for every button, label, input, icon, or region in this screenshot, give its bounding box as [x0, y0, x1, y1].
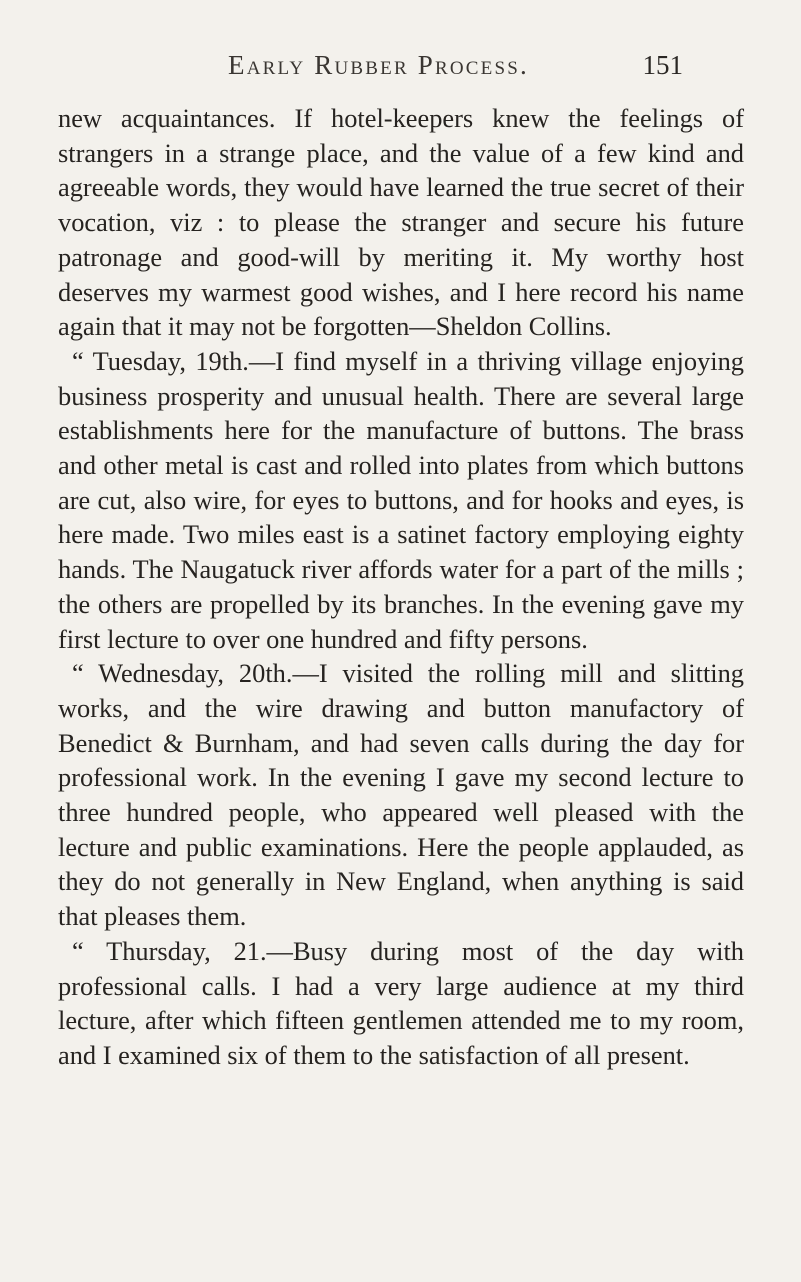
page-number: 151 — [642, 50, 683, 80]
body-text — [58, 101, 744, 1073]
paragraph-tuesday: “ Tuesday, 19th.—I find myself in a thriving village enjoying business prosperity and unusual health. There are several large establishments here for the manufacture of buttons. The brass and other metal is cast and rolled into plates from which buttons are cut, also wire, for eyes to buttons, and for hooks and eyes, is here made. Two miles east is a satinet factory employing eighty hands. The Naugatuck river affords water for a part of the mills ; the others are propelled by its branches. In the evening gave my first lecture to over one hundred and fifty persons. — [58, 345, 744, 654]
paragraph-wednesday: “ Wednesday, 20th.—I visited the rolling mill and slitting works, and the wire drawing and button manufactory of Benedict & Burnham, and had seven calls during the day for professional work. In the evening I gave my second lecture to three hundred people, who appeared well pleased with the lecture and public examinations. Here the people applauded, as they do not generally in New England, when anything is said that pleases them. — [58, 658, 744, 932]
running-head — [0, 50, 801, 90]
paragraph-continuation: new acquaintances. If hotel-keepers knew the feelings of strangers in a strange place, and the value of a few kind and agreeable words, they would have learned the true secret of their vocation, viz : to please the stranger and secure his future patronage and good-will by meriting it. My worthy host deserves my warmest good wishes, and I here record his name again that it may not be forgotten—Sheldon Collins. — [58, 103, 744, 342]
running-title: Early Rubber Process. — [228, 50, 529, 80]
paragraph-thursday: “ Thursday, 21.—Busy during most of the day with professional calls. I had a very large audience at my third lecture, after which fifteen gentlemen attended me to my room, and I examined six of them to the satisfaction of all present. — [58, 935, 744, 1070]
